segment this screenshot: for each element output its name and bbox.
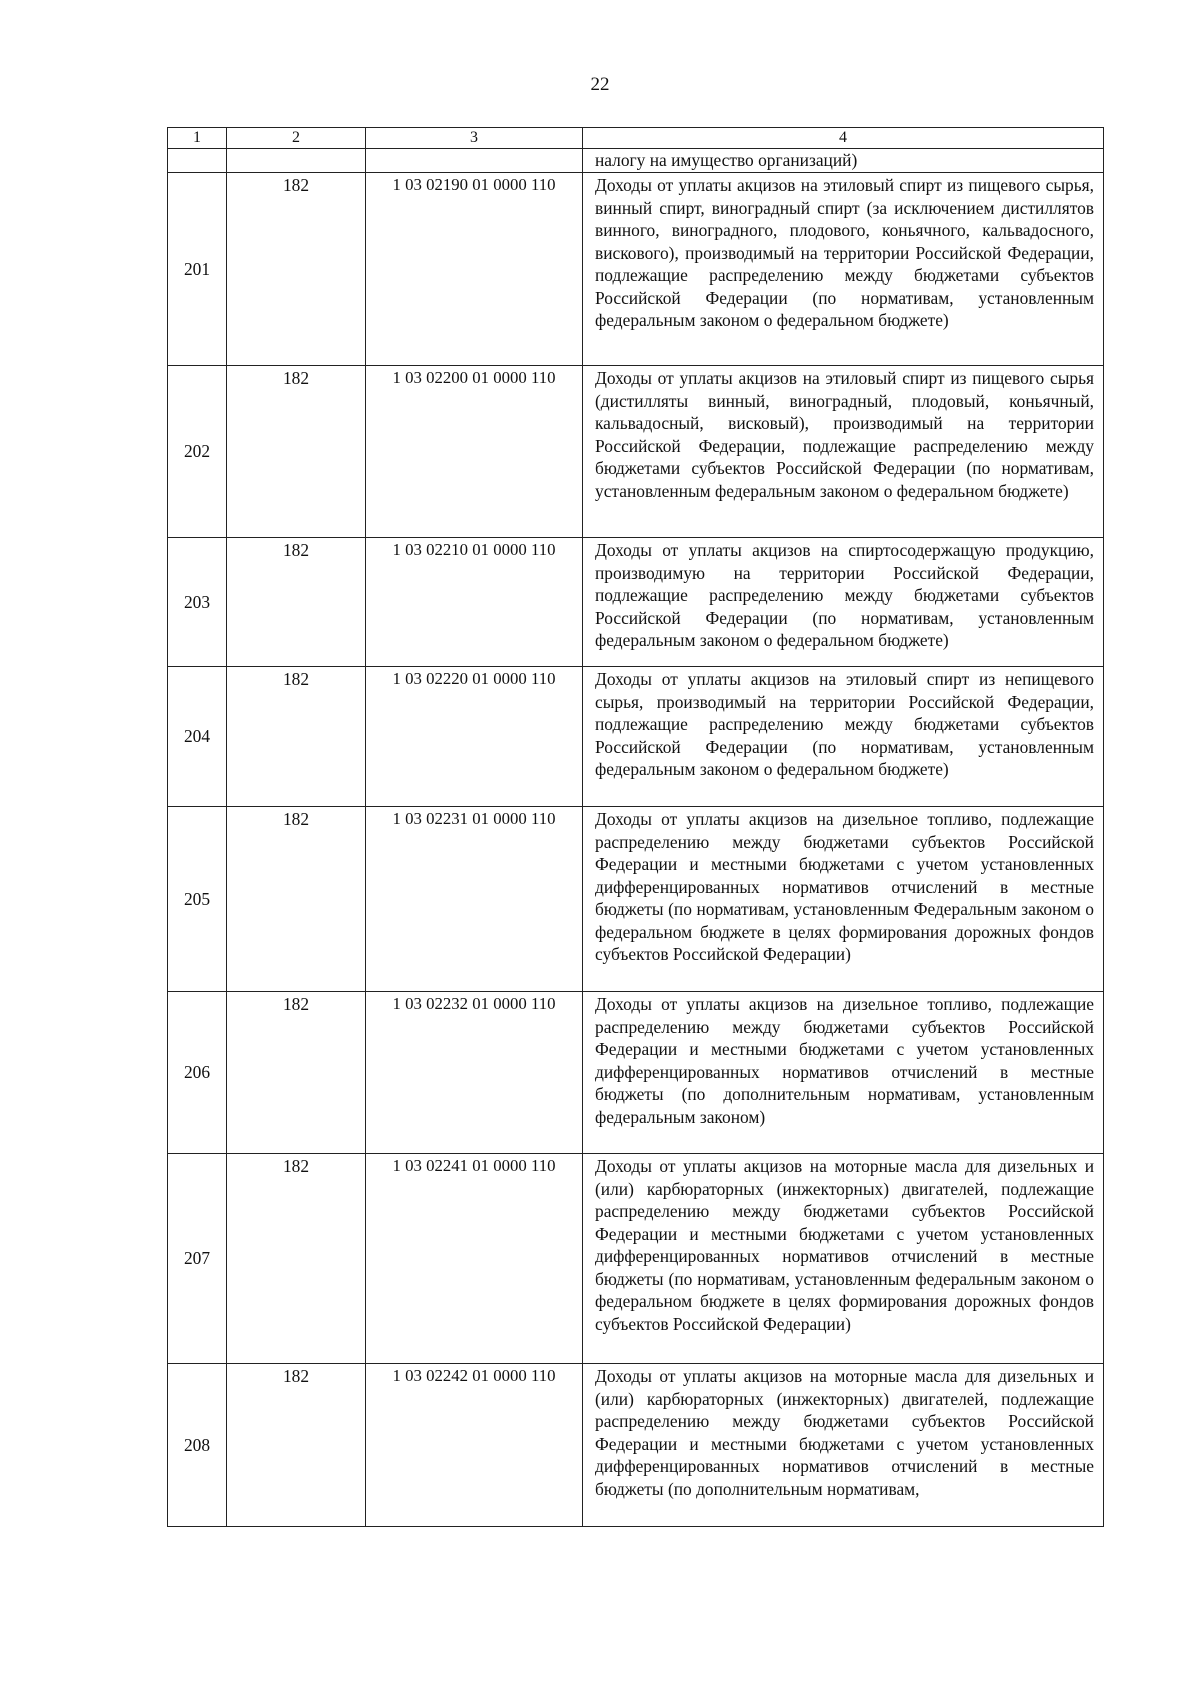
- budget-classification-code: 1 03 02190 01 0000 110: [366, 173, 583, 366]
- revenue-description: Доходы от уплаты акцизов на этиловый спирт из пищевого сырья, винный спирт, виноградный спирт (за исключением дистиллятов винного, виноградного, плодового, коньячного, кальвадосного, вискового), производимый на территории Российской Федерации, подлежащие распределению между бюджетами субъектов Российской Федерации (по нормативам, установленным федеральным законом о федеральном бюджете): [583, 173, 1104, 366]
- administrator-code: 182: [227, 173, 366, 366]
- table-row: [168, 538, 1104, 667]
- revenue-description: Доходы от уплаты акцизов на моторные масла для дизельных и (или) карбюраторных (инжекторных) двигателей, подлежащие распределению между бюджетами субъектов Российской Федерации и местными бюджетами с учетом установленных дифференцированных нормативов отчислений в местные бюджеты (по дополнительным нормативам,: [583, 1364, 1104, 1527]
- table-row: [168, 992, 1104, 1154]
- budget-classification-code: 1 03 02200 01 0000 110: [366, 366, 583, 538]
- row-number: 205: [168, 807, 227, 992]
- administrator-code: 182: [227, 366, 366, 538]
- cell-empty: [227, 149, 366, 173]
- table-row: [168, 1364, 1104, 1527]
- row-number: 201: [168, 173, 227, 366]
- revenue-description: Доходы от уплаты акцизов на моторные масла для дизельных и (или) карбюраторных (инжекторных) двигателей, подлежащие распределению между бюджетами субъектов Российской Федерации и местными бюджетами с учетом установленных дифференцированных нормативов отчислений в местные бюджеты (по нормативам, установленным федеральным законом о федеральном бюджете в целях формирования дорожных фондов субъектов Российской Федерации): [583, 1154, 1104, 1364]
- revenue-description: Доходы от уплаты акцизов на спиртосодержащую продукцию, производимую на территории Российской Федерации, подлежащие распределению между бюджетами субъектов Российской Федерации (по нормативам, установленным федеральным законом о федеральном бюджете): [583, 538, 1104, 667]
- table-row: [168, 667, 1104, 807]
- revenue-description: Доходы от уплаты акцизов на этиловый спирт из непищевого сырья, производимый на территории Российской Федерации, подлежащие распределению между бюджетами субъектов Российской Федерации (по нормативам, установленным федеральным законом о федеральном бюджете): [583, 667, 1104, 807]
- administrator-code: 182: [227, 538, 366, 667]
- table-header-row: [168, 128, 1104, 149]
- revenue-description: Доходы от уплаты акцизов на этиловый спирт из пищевого сырья (дистилляты винный, виноградный, плодовый, коньячный, кальвадосный, висковый), производимый на территории Российской Федерации, подлежащие распределению между бюджетами субъектов Российской Федерации (по нормативам, установленным федеральным законом о федеральном бюджете): [583, 366, 1104, 538]
- row-number: 206: [168, 992, 227, 1154]
- administrator-code: 182: [227, 807, 366, 992]
- revenue-description: Доходы от уплаты акцизов на дизельное топливо, подлежащие распределению между бюджетами субъектов Российской Федерации и местными бюджетами с учетом установленных дифференцированных нормативов отчислений в местные бюджеты (по нормативам, установленным Федеральным законом о федеральном бюджете в целях формирования дорожных фондов субъектов Российской Федерации): [583, 807, 1104, 992]
- table-row: [168, 366, 1104, 538]
- administrator-code: 182: [227, 992, 366, 1154]
- column-header-1: 1: [168, 128, 227, 149]
- cell-empty: [366, 149, 583, 173]
- row-number: 208: [168, 1364, 227, 1527]
- row-number: 207: [168, 1154, 227, 1364]
- budget-classification-code: 1 03 02241 01 0000 110: [366, 1154, 583, 1364]
- row-number: 202: [168, 366, 227, 538]
- budget-classification-code: 1 03 02210 01 0000 110: [366, 538, 583, 667]
- continuation-text: налогу на имущество организаций): [583, 149, 1104, 173]
- administrator-code: 182: [227, 667, 366, 807]
- cell-empty: [168, 149, 227, 173]
- administrator-code: 182: [227, 1154, 366, 1364]
- row-number: 204: [168, 667, 227, 807]
- budget-classification-code: 1 03 02231 01 0000 110: [366, 807, 583, 992]
- continuation-row: [168, 149, 1104, 173]
- column-header-2: 2: [227, 128, 366, 149]
- revenue-codes-table: [167, 127, 1104, 1527]
- budget-classification-code: 1 03 02220 01 0000 110: [366, 667, 583, 807]
- revenue-description: Доходы от уплаты акцизов на дизельное топливо, подлежащие распределению между бюджетами субъектов Российской Федерации и местными бюджетами с учетом установленных дифференцированных нормативов отчислений в местные бюджеты (по дополнительным нормативам, установленным федеральным законом): [583, 992, 1104, 1154]
- page-number: 22: [590, 74, 610, 95]
- column-header-4: 4: [583, 128, 1104, 149]
- row-number: 203: [168, 538, 227, 667]
- table-row: [168, 1154, 1104, 1364]
- budget-classification-code: 1 03 02232 01 0000 110: [366, 992, 583, 1154]
- budget-classification-code: 1 03 02242 01 0000 110: [366, 1364, 583, 1527]
- column-header-3: 3: [366, 128, 583, 149]
- table-row: [168, 173, 1104, 366]
- table-row: [168, 807, 1104, 992]
- administrator-code: 182: [227, 1364, 366, 1527]
